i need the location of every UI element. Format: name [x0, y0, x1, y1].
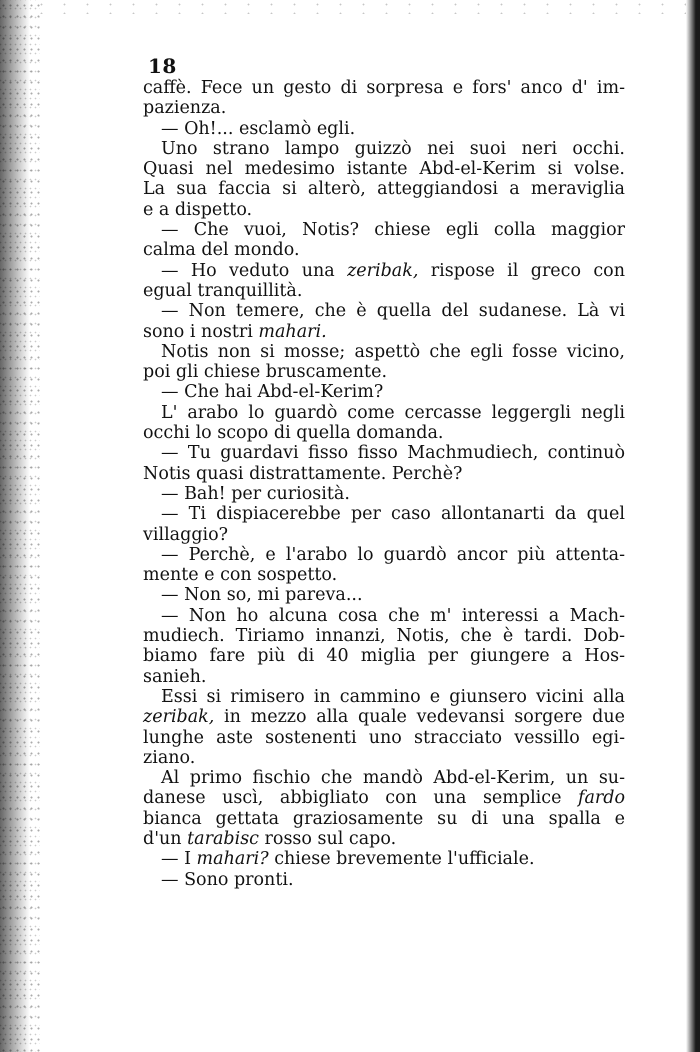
text-line — [143, 646, 625, 666]
text-segment: La sua faccia si alterò, atteggiandosi a meraviglia — [143, 179, 625, 200]
text-line — [143, 788, 625, 808]
text-line — [143, 707, 625, 727]
text-segment: biamo fare più di 40 miglia per giungere a Hos- — [143, 646, 625, 667]
text-line — [143, 78, 625, 98]
text-line — [143, 443, 625, 463]
scan-noise-top — [30, 0, 690, 14]
text-segment: rispose il greco con — [418, 260, 625, 281]
text-line — [143, 809, 625, 829]
text-segment: — I — [161, 849, 197, 870]
text-segment: Essi si rimisero in cammino e giunsero vicini alla — [161, 686, 625, 707]
text-line — [143, 484, 625, 504]
text-segment: Notis quasi distrattamente. Perchè? — [143, 463, 463, 484]
text-line — [143, 119, 625, 139]
text-segment: chiese brevemente l'ufficiale. — [268, 849, 535, 870]
text-segment: rosso sul capo. — [258, 828, 397, 849]
text-line — [143, 159, 625, 179]
text-segment: bianca gettata graziosamente su di una spalla e — [143, 808, 625, 829]
text-segment: in mezzo alla quale vedevansi sorgere due — [214, 707, 625, 728]
text-line — [143, 748, 625, 768]
text-segment: danese uscì, abbigliato con una semplice — [143, 788, 578, 809]
text-line — [143, 545, 625, 565]
text-segment: occhi lo scopo di quella domanda. — [143, 423, 444, 444]
text-segment: — Che hai Abd-el-Kerim? — [161, 382, 384, 403]
text-segment: egual tranquillità. — [143, 280, 303, 301]
text-line — [143, 139, 625, 159]
text-segment: — Tu guardavi fisso fisso Machmudiech, continuò — [161, 443, 625, 464]
text-segment: Notis non si mosse; aspettò che egli fosse vicino, — [161, 341, 625, 362]
text-segment: Quasi nel medesimo istante Abd-el-Kerim si volse. — [143, 159, 625, 180]
text-line — [143, 464, 625, 484]
text-segment: lunghe aste sostenenti uno stracciato vessillo egi- — [143, 727, 625, 748]
italic-word: zeribak, — [347, 260, 419, 281]
text-line — [143, 403, 625, 423]
text-line — [143, 200, 625, 220]
text-line — [143, 585, 625, 605]
text-segment: ziano. — [143, 747, 196, 768]
italic-word: zeribak, — [143, 707, 215, 728]
text-segment: — Perchè, e l'arabo lo guardò ancor più attenta- — [161, 544, 625, 565]
text-line — [143, 240, 625, 260]
text-segment: — Non ho alcuna cosa che m' interessi a Mach- — [161, 605, 625, 626]
text-line — [143, 829, 625, 849]
text-line — [143, 626, 625, 646]
text-segment: — Ho veduto una — [161, 260, 348, 281]
text-segment: pazienza. — [143, 98, 227, 119]
text-segment: — Che vuoi, Notis? chiese egli colla maggior — [161, 220, 625, 241]
text-segment: — Ti dispiacerebbe per caso allontanarti da quel — [161, 504, 625, 525]
text-line — [143, 322, 625, 342]
text-segment: mente e con sospetto. — [143, 565, 338, 586]
text-segment: villaggio? — [143, 524, 229, 545]
text-line — [143, 728, 625, 748]
text-segment: — Sono pronti. — [161, 869, 294, 890]
text-segment: mudiech. Tiriamo innanzi, Notis, che è tardi. Dob- — [143, 626, 625, 647]
italic-word: tarabisc — [187, 828, 259, 849]
text-line — [143, 281, 625, 301]
text-segment: Uno strano lampo guizzò nei suoi neri occhi. — [161, 138, 625, 159]
text-segment: — Non temere, che è quella del sudanese. Là vi — [161, 301, 625, 322]
text-line — [143, 98, 625, 118]
text-line — [143, 768, 625, 788]
text-segment: Al primo fischio che mandò Abd-el-Kerim, un su- — [161, 768, 625, 789]
text-segment: sanieh. — [143, 666, 207, 687]
text-line — [143, 362, 625, 382]
text-segment: sono i nostri — [143, 321, 259, 342]
text-line — [143, 565, 625, 585]
italic-word: mahari? — [196, 849, 269, 870]
text-segment: poi gli chiese bruscamente. — [143, 362, 388, 383]
text-line — [143, 423, 625, 443]
scan-noise — [0, 0, 40, 1052]
text-segment: — Bah! per curiosità. — [161, 483, 350, 504]
text-line — [143, 525, 625, 545]
text-line — [143, 342, 625, 362]
text-line — [143, 667, 625, 687]
italic-word: mahari. — [258, 321, 327, 342]
text-segment: calma del mondo. — [143, 240, 300, 261]
text-line — [143, 504, 625, 524]
text-segment: — Oh!... esclamò egli. — [161, 118, 356, 139]
page-body-text — [143, 78, 625, 890]
text-line — [143, 687, 625, 707]
text-segment: caffè. Fece un gesto di sorpresa e fors' anco d' im- — [143, 78, 625, 98]
text-line — [143, 870, 625, 890]
text-segment: — Non so, mi pareva... — [161, 585, 363, 606]
page-number: 18 — [148, 54, 177, 78]
page-edge-shadow — [686, 0, 700, 1052]
italic-word: fardo — [577, 788, 625, 809]
text-line — [143, 179, 625, 199]
text-line — [143, 220, 625, 240]
text-segment: L' arabo lo guardò come cercasse leggergli negli — [161, 402, 625, 423]
text-line — [143, 301, 625, 321]
text-segment: d'un — [143, 828, 188, 849]
text-segment: e a dispetto. — [143, 199, 253, 220]
text-line — [143, 382, 625, 402]
text-line — [143, 261, 625, 281]
text-line — [143, 849, 625, 869]
text-line — [143, 606, 625, 626]
